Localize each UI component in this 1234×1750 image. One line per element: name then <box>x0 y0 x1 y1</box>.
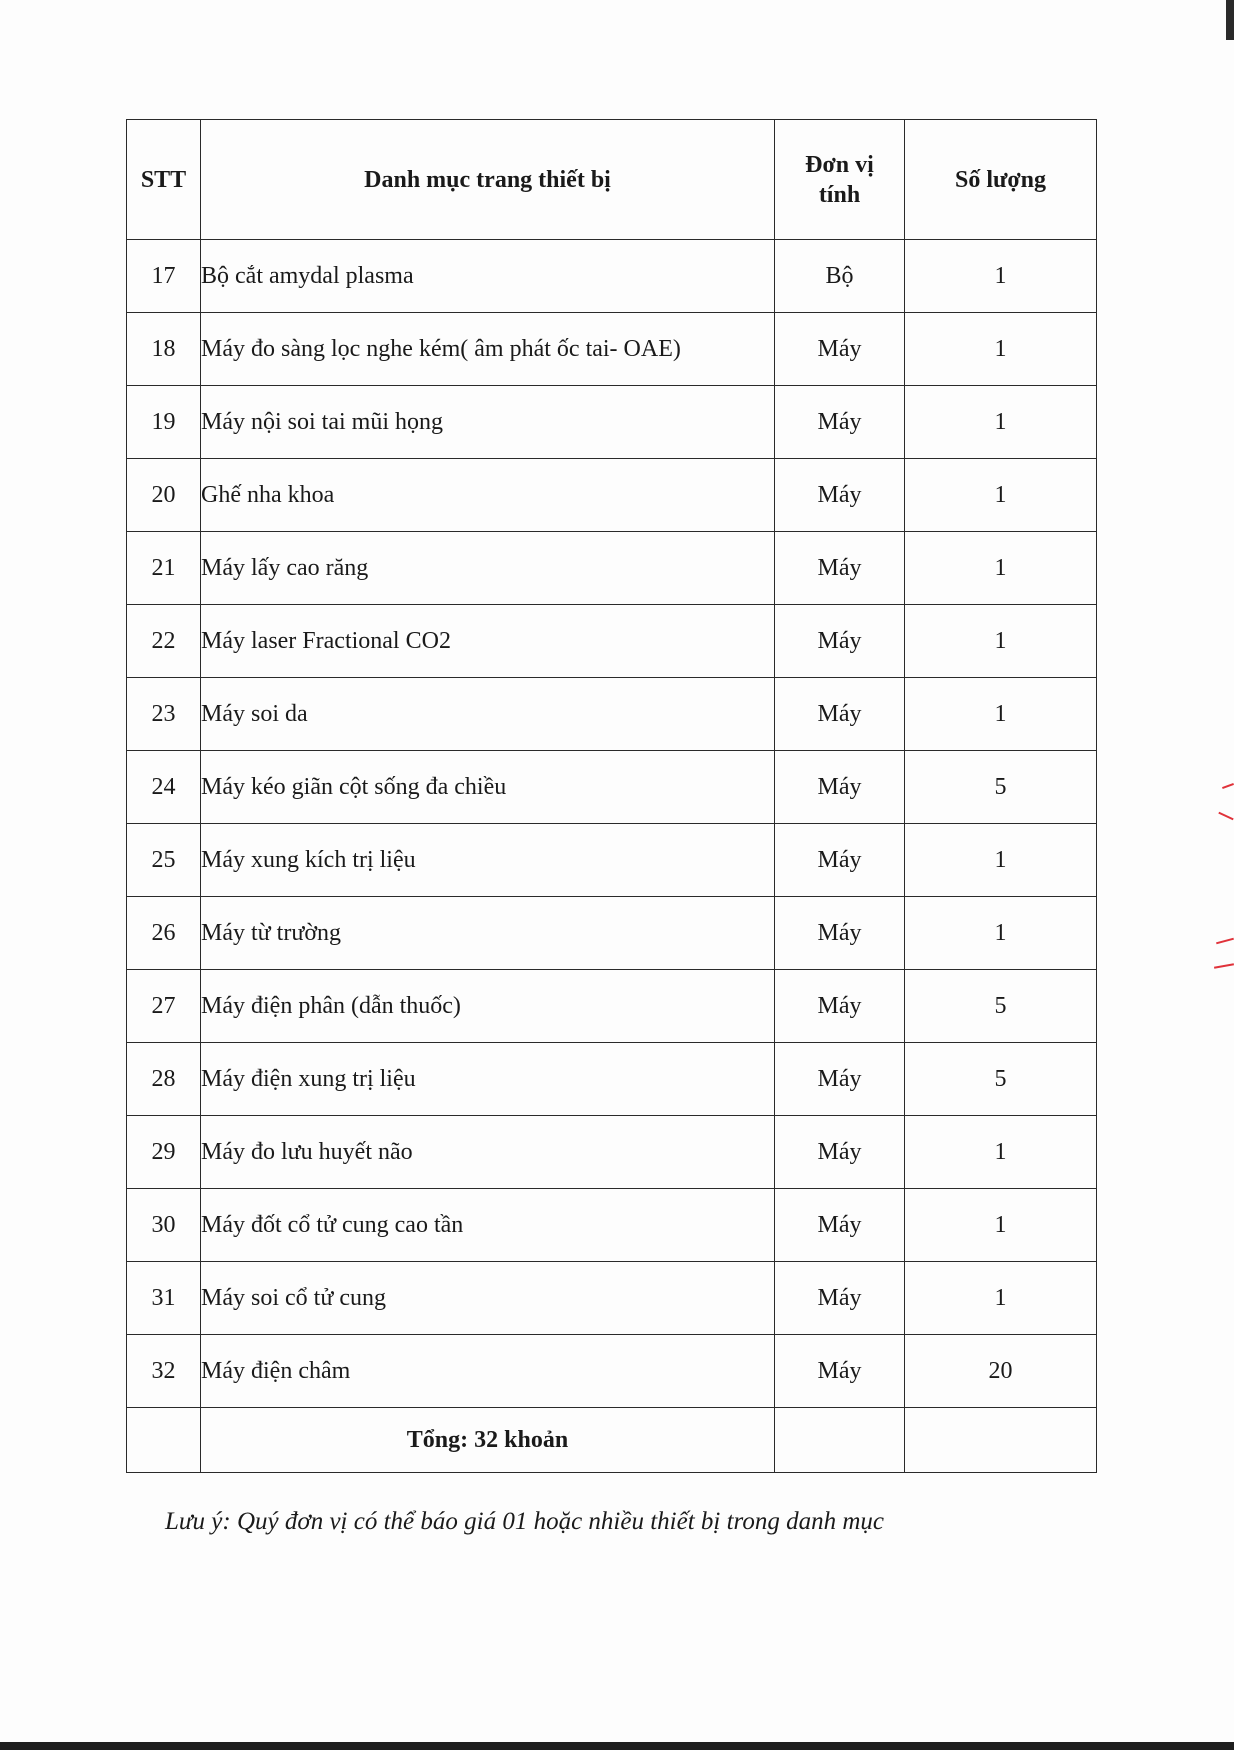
row-quantity: 1 <box>905 1189 1097 1262</box>
header-stt: STT <box>127 120 201 240</box>
row-equipment-name: Máy kéo giãn cột sống đa chiều <box>201 751 775 824</box>
row-stt: 23 <box>127 678 201 751</box>
row-equipment-name: Máy lấy cao răng <box>201 532 775 605</box>
table-row <box>127 1116 1097 1189</box>
row-unit: Máy <box>775 751 905 824</box>
row-equipment-name: Máy điện châm <box>201 1335 775 1408</box>
row-stt: 21 <box>127 532 201 605</box>
row-stt: 31 <box>127 1262 201 1335</box>
row-unit: Máy <box>775 824 905 897</box>
row-unit: Máy <box>775 1262 905 1335</box>
row-unit: Máy <box>775 1189 905 1262</box>
table-row <box>127 532 1097 605</box>
header-equipment-name: Danh mục trang thiết bị <box>201 120 775 240</box>
row-equipment-name: Bộ cắt amydal plasma <box>201 240 775 313</box>
row-equipment-name: Máy nội soi tai mũi họng <box>201 386 775 459</box>
row-quantity: 1 <box>905 1116 1097 1189</box>
table-row <box>127 751 1097 824</box>
table-row <box>127 1262 1097 1335</box>
total-row <box>127 1408 1097 1473</box>
row-quantity: 1 <box>905 678 1097 751</box>
row-unit: Máy <box>775 532 905 605</box>
row-equipment-name: Máy laser Fractional CO2 <box>201 605 775 678</box>
row-quantity: 20 <box>905 1335 1097 1408</box>
row-quantity: 1 <box>905 1262 1097 1335</box>
row-stt: 26 <box>127 897 201 970</box>
row-stt: 24 <box>127 751 201 824</box>
table-row <box>127 824 1097 897</box>
row-stt: 17 <box>127 240 201 313</box>
row-equipment-name: Máy từ trường <box>201 897 775 970</box>
row-equipment-name: Máy đốt cổ tử cung cao tần <box>201 1189 775 1262</box>
row-quantity: 1 <box>905 824 1097 897</box>
table-row <box>127 1335 1097 1408</box>
header-unit-line1: Đơn vị <box>805 151 874 178</box>
row-unit: Máy <box>775 386 905 459</box>
row-quantity: 1 <box>905 386 1097 459</box>
row-equipment-name: Máy soi da <box>201 678 775 751</box>
row-quantity: 5 <box>905 970 1097 1043</box>
total-empty-qty <box>905 1408 1097 1473</box>
row-unit: Máy <box>775 897 905 970</box>
row-equipment-name: Ghế nha khoa <box>201 459 775 532</box>
row-equipment-name: Máy soi cổ tử cung <box>201 1262 775 1335</box>
row-equipment-name: Máy điện xung trị liệu <box>201 1043 775 1116</box>
row-stt: 20 <box>127 459 201 532</box>
row-quantity: 1 <box>905 313 1097 386</box>
table-header-row <box>127 120 1097 240</box>
row-unit: Máy <box>775 1116 905 1189</box>
row-stt: 18 <box>127 313 201 386</box>
header-unit <box>775 120 905 240</box>
red-stamp-fragment <box>1212 775 1234 980</box>
scan-edge-right <box>1226 0 1234 40</box>
table-row <box>127 605 1097 678</box>
row-quantity: 1 <box>905 897 1097 970</box>
total-empty-unit <box>775 1408 905 1473</box>
row-equipment-name: Máy đo sàng lọc nghe kém( âm phát ốc tai- OAE) <box>201 313 775 386</box>
row-equipment-name: Máy xung kích trị liệu <box>201 824 775 897</box>
scan-edge-bottom <box>0 1742 1234 1750</box>
table-row <box>127 897 1097 970</box>
row-unit: Máy <box>775 678 905 751</box>
row-unit: Máy <box>775 1043 905 1116</box>
row-equipment-name: Máy điện phân (dẫn thuốc) <box>201 970 775 1043</box>
row-quantity: 1 <box>905 459 1097 532</box>
header-quantity: Số lượng <box>905 120 1097 240</box>
row-unit: Máy <box>775 970 905 1043</box>
row-quantity: 1 <box>905 532 1097 605</box>
row-stt: 19 <box>127 386 201 459</box>
table-row <box>127 678 1097 751</box>
row-stt: 32 <box>127 1335 201 1408</box>
row-stt: 22 <box>127 605 201 678</box>
row-unit: Máy <box>775 605 905 678</box>
row-stt: 27 <box>127 970 201 1043</box>
table-body <box>127 240 1097 1473</box>
row-unit: Máy <box>775 313 905 386</box>
row-equipment-name: Máy đo lưu huyết não <box>201 1116 775 1189</box>
note-text: Lưu ý: Quý đơn vị có thể báo giá 01 hoặc nhiều thiết bị trong danh mục <box>165 1508 884 1535</box>
row-stt: 25 <box>127 824 201 897</box>
row-stt: 30 <box>127 1189 201 1262</box>
row-unit: Bộ <box>775 240 905 313</box>
table-row <box>127 1189 1097 1262</box>
table-row <box>127 970 1097 1043</box>
row-unit: Máy <box>775 459 905 532</box>
row-quantity: 5 <box>905 751 1097 824</box>
row-quantity: 1 <box>905 240 1097 313</box>
total-label: Tổng: 32 khoản <box>201 1408 775 1473</box>
row-unit: Máy <box>775 1335 905 1408</box>
table-row <box>127 386 1097 459</box>
table-row <box>127 459 1097 532</box>
row-quantity: 1 <box>905 605 1097 678</box>
header-unit-line2: tính <box>818 181 861 208</box>
equipment-table <box>126 119 1097 1473</box>
row-quantity: 5 <box>905 1043 1097 1116</box>
table-row <box>127 1043 1097 1116</box>
table-row <box>127 313 1097 386</box>
row-stt: 28 <box>127 1043 201 1116</box>
row-stt: 29 <box>127 1116 201 1189</box>
total-empty-stt <box>127 1408 201 1473</box>
table-row <box>127 240 1097 313</box>
